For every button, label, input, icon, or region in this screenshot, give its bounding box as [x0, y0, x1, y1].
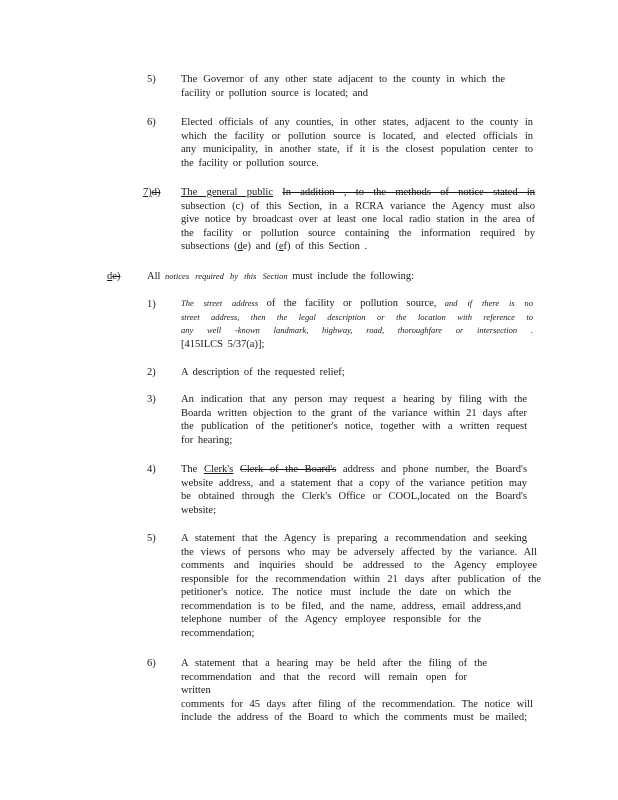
item-number: 1) [147, 299, 156, 310]
number-deleted: d) [151, 187, 161, 198]
text-line: website address, and a statement that a copy of the variance petition may [181, 477, 527, 489]
section-label [107, 270, 120, 284]
text-line: street address, then the legal description or the location with reference to [181, 311, 533, 322]
label-inserted: d [107, 271, 113, 282]
text-line [181, 297, 533, 311]
text-run: address and phone number, the Board's [342, 464, 528, 475]
text-line: recommendation; [181, 627, 255, 639]
text-line: petitioner's notice. The notice must include the date on which the [181, 587, 511, 598]
text-line [181, 463, 527, 477]
list-item-hearing-request [181, 393, 527, 447]
item-number: 4) [147, 464, 156, 475]
text-run: f) of this Section . [283, 241, 368, 252]
list-item-agency-statement [181, 532, 541, 640]
text-line: telephone number of the Agency employee responsible for the [181, 614, 481, 625]
text-line: any well -known landmark, highway, road, thoroughfare or intersection . [181, 325, 533, 335]
label-deleted: e) [112, 271, 121, 282]
text-line: for hearing; [181, 434, 233, 446]
section-intro [147, 270, 507, 284]
inserted-letter: d [237, 241, 243, 252]
item-number: 3) [147, 394, 156, 405]
text-line [181, 240, 535, 254]
text-line: include the address of the Board to which the comments must be mailed; [181, 712, 527, 723]
text-line: A statement that a hearing may be held after the filing of the [181, 658, 487, 669]
italic-text: and if there is no [444, 298, 534, 308]
text-line: facility or pollution source is located; and [181, 87, 368, 99]
text-line: [415ILCS 5/37(a)]; [181, 338, 265, 350]
list-item-governor [181, 73, 505, 100]
text-run: must include the following: [292, 271, 414, 282]
deleted-text: In addition , to the methods of notice stated in [282, 187, 536, 198]
text-line: the views of persons who may be adversely affected by the variance. All [181, 546, 537, 558]
number-inserted: 7) [143, 187, 152, 198]
text-line: website; [181, 504, 216, 516]
list-item-clerk-address [181, 463, 527, 517]
text-run: All [147, 271, 161, 282]
inserted-letter: e [278, 241, 284, 252]
text-line [181, 186, 535, 200]
italic-text: notices required by this Section [165, 271, 288, 281]
inserted-text: The general public [181, 187, 273, 198]
text-line: Elected officials of any counties, in other states, adjacent to the county in [181, 117, 533, 128]
text-line: recommendation is to be filed, and the name, address, email address,and [181, 600, 521, 612]
italic-text: The street address [181, 298, 259, 308]
text-line: Boarda written objection to the grant of the variance within 21 days after [181, 407, 527, 419]
item-number: 5) [147, 74, 156, 85]
text-line: be obtained through the Clerk's Office or COOL,located on the Board's [181, 491, 527, 502]
item-number: 6) [147, 117, 156, 128]
item-number: 5) [147, 533, 156, 544]
item-number: 6) [147, 658, 156, 669]
text-line: An indication that any person may request a hearing by filing with the [181, 394, 527, 405]
text-run: e) and ( [242, 241, 279, 252]
list-item-general-public [181, 186, 535, 254]
text-line: The Governor of any other state adjacent to the county in which the [181, 74, 505, 85]
list-item-hearing-statement [181, 657, 537, 725]
list-item-street-address [181, 297, 533, 351]
text-line: comments for 45 days after filing of the recommendation. The notice will [181, 698, 533, 710]
text-line: A statement that the Agency is preparing a recommendation and seeking [181, 533, 527, 544]
item-number [143, 186, 161, 200]
text-line: which the facility or pollution source is located, and elected officials in [181, 130, 533, 142]
text-line: A description of the requested relief; [181, 367, 345, 378]
text-run: of the facility or pollution source, [266, 298, 437, 309]
inserted-text: Clerk's [203, 464, 234, 475]
text-line [147, 270, 507, 284]
text-line: any municipality, in another state, if it is the closest population center to [181, 144, 533, 155]
list-item-description [181, 366, 533, 380]
text-line: subsection (c) of this Section, in a RCRA variance the Agency must also [181, 200, 535, 212]
text-line: the facility or pollution source. [181, 157, 319, 169]
text-run: subsections ( [181, 241, 238, 252]
deleted-text: Clerk of the Board's [239, 464, 337, 475]
text-line: responsible for the recommendation within 21 days after publication of the [181, 573, 541, 585]
text-line: the facility or pollution source containing the information required by [181, 227, 535, 239]
text-run: The [181, 464, 198, 475]
text-line: the publication of the petitioner's notice, together with a written request [181, 421, 527, 432]
text-line: give notice by broadcast over at least one local radio station in the area of [181, 214, 535, 225]
text-line: recommendation and that the record will remain open for written [181, 671, 467, 696]
list-item-elected-officials [181, 116, 533, 170]
item-number: 2) [147, 367, 156, 378]
text-line: comments and inquiries should be addressed to the Agency employee [181, 560, 537, 571]
